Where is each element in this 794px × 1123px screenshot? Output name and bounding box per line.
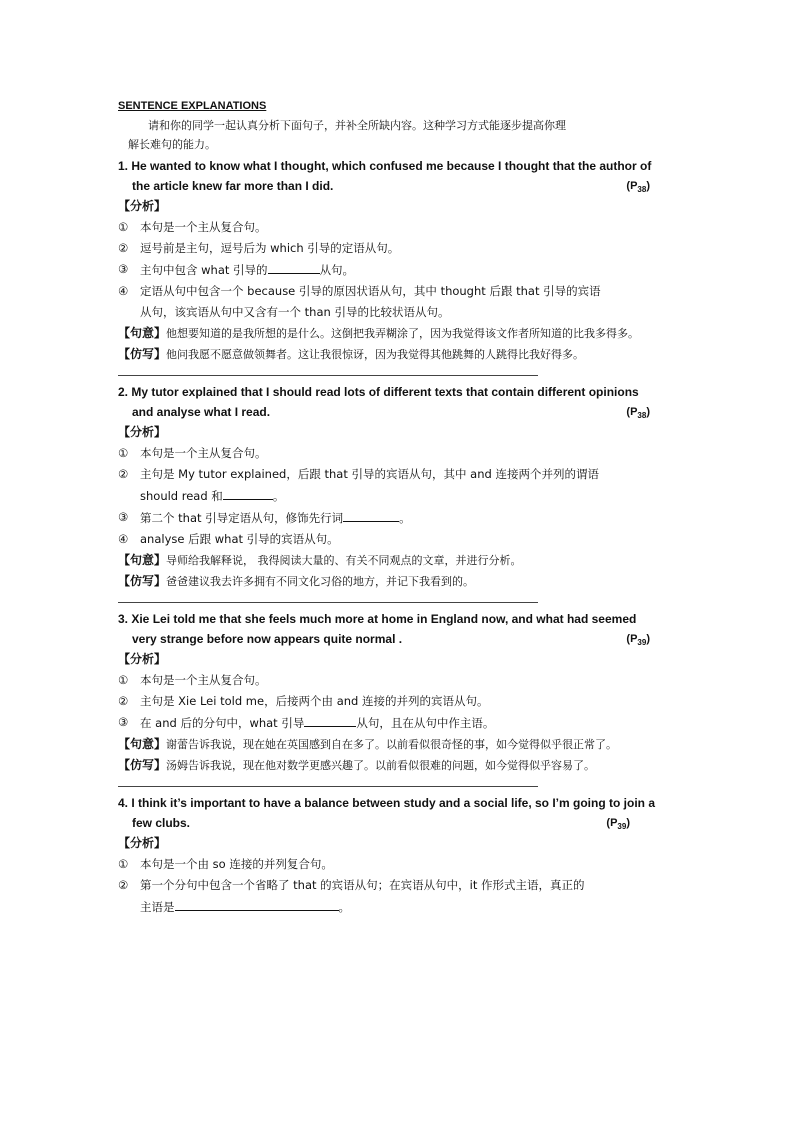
fill-blank[interactable] xyxy=(223,485,273,500)
analysis-label: 【分析】 xyxy=(118,652,167,666)
section-heading: SENTENCE EXPLANATIONS xyxy=(118,100,267,112)
analysis-step: ② 主句是 Xie Lei told me，后接两个由 and 连接的并列的宾语从句。 xyxy=(118,694,489,708)
page-reference: $(P_{38})$ xyxy=(626,180,650,195)
imitation-note: 【仿写】汤姆告诉我说，现在他对数学更感兴趣了。以前看似很难的问题，如今觉得似乎容易了。 xyxy=(118,758,596,772)
analysis-step: ② 逗号前是主句，逗号后为 which 引导的定语从句。 xyxy=(118,241,400,255)
sentence-item-2 xyxy=(118,382,678,592)
analysis-step: ① 本句是一个主从复合句。 xyxy=(118,673,267,687)
analysis-step: ① 本句是一个主从复合句。 xyxy=(118,220,267,234)
sentence-item-3 xyxy=(118,609,678,776)
meaning-note: 【句意】谢蕾告诉我说，现在她在英国感到自在多了。以前看似很奇怪的事，如今觉得似乎很正常了。 xyxy=(118,737,618,751)
meaning-note: 【句意】他想要知道的是我所想的是什么。这倒把我弄糊涂了，因为我觉得该文作者所知道的比我多得多。 xyxy=(118,326,640,340)
intro-paragraph: 请和你的同学一起认真分析下面句子，并补全所缺内容。这种学习方式能逐步提高你理 解长难句的能力。 xyxy=(128,119,566,151)
meaning-note: 【句意】导师给我解释说， 我得阅读大量的、有关不同观点的文章，并进行分析。 xyxy=(118,553,522,567)
analysis-label: 【分析】 xyxy=(118,836,167,850)
analysis-step: ③ 在 and 后的分句中，what 引导 从句，且在从句中作主语。 xyxy=(118,712,678,734)
page-reference: $(P_{39})$ xyxy=(626,633,650,648)
analysis-step: ② 主句是 My tutor explained，后跟 that 引导的宾语从句，其中 and 连接两个并列的谓语 should read 和 。 xyxy=(118,467,599,503)
analysis-step: ④ analyse 后跟 what 引导的宾语从句。 xyxy=(118,532,339,546)
divider-line xyxy=(118,786,538,787)
sentence-item-1 xyxy=(118,156,678,365)
fill-blank[interactable] xyxy=(304,712,356,727)
divider-line xyxy=(118,375,538,376)
english-sentence: 1. He wanted to know what I thought, which confused me because I thought that the author of the article knew far more than I did. $(P_{38})$ xyxy=(118,156,678,196)
analysis-label: 【分析】 xyxy=(118,199,167,213)
analysis-step: ③ 主句中包含 what 引导的 从句。 xyxy=(118,259,678,281)
analysis-step: ② 第一个分句中包含一个省略了 that 的宾语从句；在宾语从句中，it 作形式主语，真正的 主语是 。 xyxy=(118,878,585,914)
english-sentence: 2. My tutor explained that I should read lots of different texts that contain different opinions and analyse what I read. $(P_{38})$ xyxy=(118,382,678,422)
fill-blank[interactable] xyxy=(175,896,339,911)
page-reference: $(P_{38})$ xyxy=(626,406,650,421)
analysis-step: ① 本句是一个主从复合句。 xyxy=(118,446,267,460)
sentence-item-4 xyxy=(118,793,678,918)
analysis-step: ③ 第二个 that 引导定语从句，修饰先行词 。 xyxy=(118,507,678,529)
fill-blank[interactable] xyxy=(343,507,399,522)
analysis-step: ① 本句是一个由 so 连接的并列复合句。 xyxy=(118,857,333,871)
worksheet-page xyxy=(118,98,678,918)
english-sentence: 3. Xie Lei told me that she feels much more at home in England now, and what had seemed very strange before now appears quite normal . $(P_{39})$ xyxy=(118,609,678,649)
fill-blank[interactable] xyxy=(268,259,320,274)
imitation-note: 【仿写】他问我愿不愿意做领舞者。这让我很惊讶，因为我觉得其他跳舞的人跳得比我好得多。 xyxy=(118,347,585,361)
english-sentence: 4. I think it’s important to have a balance between study and a social life, so I’m going to join a few clubs. $(P_{39})$ xyxy=(118,793,678,833)
imitation-note: 【仿写】爸爸建议我去许多拥有不同文化习俗的地方，并记下我看到的。 xyxy=(118,574,475,588)
analysis-label: 【分析】 xyxy=(118,425,167,439)
analysis-step: ④ 定语从句中包含一个 because 引导的原因状语从句，其中 thought 后跟 that 引导的宾语 从句，该宾语从句中又含有一个 than 引导的比较状语从句。 xyxy=(118,284,601,319)
page-reference: $(P_{39})$ xyxy=(606,817,630,832)
divider-line xyxy=(118,602,538,603)
